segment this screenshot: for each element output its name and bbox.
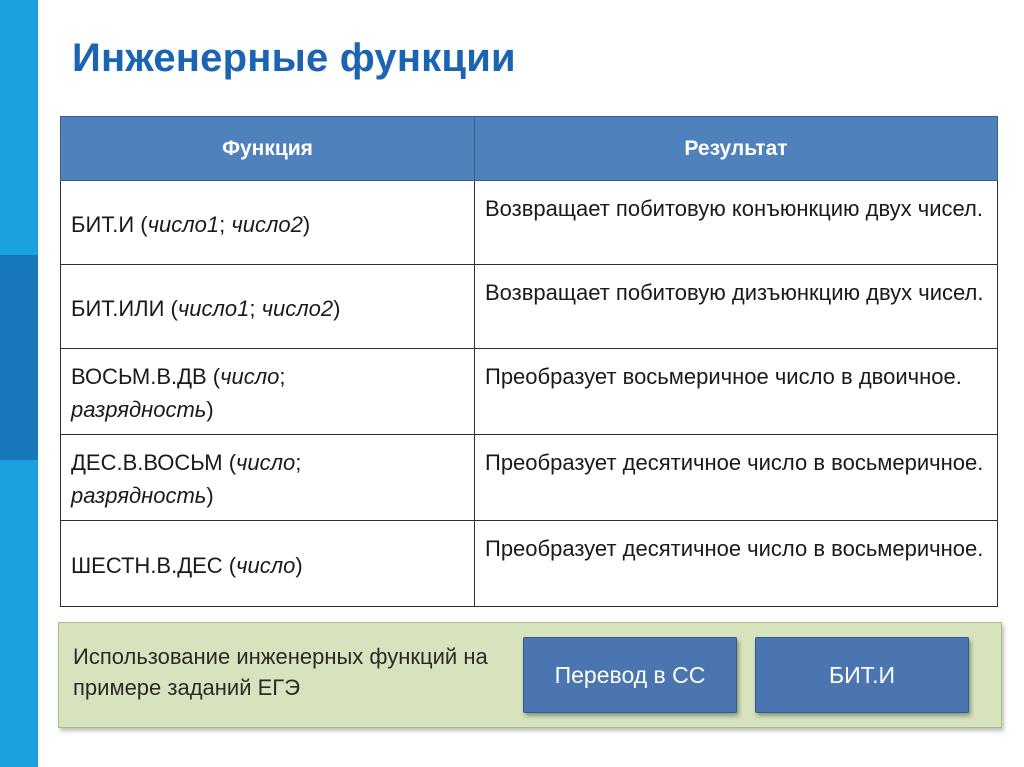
bit-and-button[interactable]: БИТ.И — [755, 637, 969, 713]
function-cell — [61, 349, 475, 435]
function-arg: число — [236, 552, 296, 578]
function-cell — [61, 265, 475, 349]
result-cell: Преобразует десятичное число в восьмеричное. — [475, 521, 998, 607]
function-arg: число — [220, 364, 280, 389]
panel-text: Использование инженерных функций на примере заданий ЕГЭ — [73, 644, 488, 700]
function-separator: ; — [219, 211, 232, 237]
function-cell — [61, 521, 475, 607]
function-close: ) — [295, 552, 303, 578]
function-arg: число2 — [231, 211, 303, 237]
function-separator: ; — [295, 450, 302, 475]
function-name: ДЕС.В.ВОСЬМ ( — [71, 450, 237, 475]
function-arg: число1 — [147, 211, 220, 237]
function-close: ) — [333, 295, 341, 321]
function-arg: число1 — [177, 295, 250, 321]
table-row — [61, 265, 998, 349]
functions-table — [60, 116, 998, 607]
function-name: БИТ.И ( — [71, 211, 148, 237]
result-cell: Возвращает побитовую дизъюнкцию двух чисел. — [475, 265, 998, 349]
number-systems-button[interactable]: Перевод в СС — [523, 637, 737, 713]
function-name: ВОСЬМ.В.ДВ ( — [71, 364, 221, 389]
header-function: Функция — [61, 117, 475, 181]
table-row — [61, 521, 998, 607]
slide-title: Инженерные функции — [72, 36, 516, 80]
table-row — [61, 435, 998, 521]
sidebar-accent — [0, 255, 38, 460]
function-name: БИТ.ИЛИ ( — [71, 295, 178, 321]
function-separator: ; — [279, 364, 286, 389]
function-arg: разрядность — [71, 483, 207, 508]
table-row — [61, 349, 998, 435]
result-cell: Преобразует десятичное число в восьмеричное. — [475, 435, 998, 521]
table-row — [61, 181, 998, 265]
function-close: ) — [206, 397, 214, 422]
result-cell: Преобразует восьмеричное число в двоичное. — [475, 349, 998, 435]
function-cell — [61, 435, 475, 521]
function-name: ШЕСТН.В.ДЕС ( — [71, 552, 237, 578]
header-result: Результат — [475, 117, 998, 181]
table-header-row — [61, 117, 998, 181]
function-separator: ; — [249, 295, 262, 321]
function-arg: число2 — [261, 295, 334, 321]
function-arg: число — [236, 450, 296, 475]
function-close: ) — [206, 483, 214, 508]
function-close: ) — [302, 211, 311, 237]
function-cell — [61, 181, 475, 265]
result-cell: Возвращает побитовую конъюнкцию двух чисел. — [475, 181, 998, 265]
function-arg: разрядность — [71, 397, 207, 422]
navigation-panel — [58, 622, 1002, 728]
